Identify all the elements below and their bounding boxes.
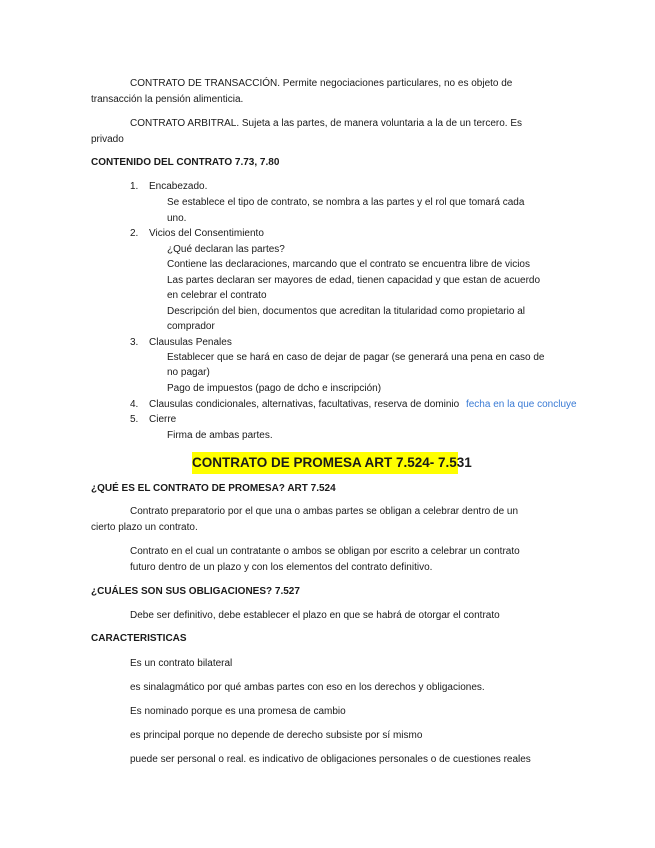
list-item-clausulas-condicionales: [149, 398, 577, 411]
caracteristica-item: Es un contrato bilateral: [130, 658, 233, 669]
list-item-cierre: Cierre: [149, 414, 177, 425]
list-detail: Descripción del bien, documentos que acreditan la titularidad como propietario al: [167, 306, 525, 317]
list-detail: uno.: [167, 213, 187, 224]
para-arbitral-line2: privado: [91, 134, 124, 145]
list-detail: en celebrar el contrato: [167, 290, 267, 301]
heading-que-es: ¿QUÉ ES EL CONTRATO DE PROMESA? ART 7.524: [91, 483, 336, 494]
para-arbitral-line1: CONTRATO ARBITRAL. Sujeta a las partes, de manera voluntaria a la de un tercero. Es: [130, 118, 523, 129]
para-transaccion-line2: transacción la pensión alimenticia.: [91, 94, 244, 105]
list-detail: Establecer que se hará en caso de dejar de pagar (se generará una pena en caso de: [167, 352, 545, 363]
para-contratante-line2: futuro dentro de un plazo y con los elementos del contrato definitivo.: [130, 562, 433, 573]
list-detail: Firma de ambas partes.: [167, 430, 273, 441]
list-item-clausulas-penales: Clausulas Penales: [149, 337, 232, 348]
list-item-text: Clausulas condicionales, alternativas, facultativas, reserva de dominio: [149, 399, 460, 410]
list-number-4: 4.: [130, 399, 139, 410]
comment-link[interactable]: fecha en la que concluye: [465, 399, 577, 410]
heading-caracteristicas: CARACTERISTICAS: [91, 633, 187, 644]
list-item-vicios: Vicios del Consentimiento: [149, 228, 264, 239]
caracteristica-item: es sinalagmático por qué ambas partes con eso en los derechos y obligaciones.: [130, 682, 485, 693]
caracteristica-item: puede ser personal o real. es indicativo de obligaciones personales o de cuestiones reales: [130, 754, 531, 765]
heading-contenido: CONTENIDO DEL CONTRATO 7.73, 7.80: [91, 157, 280, 168]
list-item-encabezado: Encabezado.: [149, 181, 208, 192]
list-number-1: 1.: [130, 181, 139, 192]
para-definitivo: Debe ser definitivo, debe establecer el plazo en que se habrá de otorgar el contrato: [130, 610, 500, 621]
list-detail: comprador: [167, 321, 215, 332]
list-detail: ¿Qué declaran las partes?: [167, 244, 285, 255]
section-title-promesa: CONTRATO DE PROMESA ART 7.524- 7.531: [192, 455, 472, 470]
list-detail: Pago de impuestos (pago de dcho e inscripción): [167, 383, 382, 394]
para-preparatorio-line1: Contrato preparatorio por el que una o ambas partes se obligan a celebrar dentro de un: [130, 506, 519, 517]
heading-obligaciones: ¿CUÁLES SON SUS OBLIGACIONES? 7.527: [91, 586, 300, 597]
list-detail: Se establece el tipo de contrato, se nombra a las partes y el rol que tomará cada: [167, 197, 525, 208]
list-number-3: 3.: [130, 337, 139, 348]
list-detail: Las partes declaran ser mayores de edad, tienen capacidad y que estan de acuerdo: [167, 275, 541, 286]
caracteristica-item: Es nominado porque es una promesa de cambio: [130, 706, 346, 717]
para-contratante-line1: Contrato en el cual un contratante o ambos se obligan por escrito a celebrar un contrato: [130, 546, 520, 557]
para-preparatorio-line2: cierto plazo un contrato.: [91, 522, 198, 533]
list-detail: Contiene las declaraciones, marcando que el contrato se encuentra libre de vicios: [167, 259, 530, 270]
list-number-2: 2.: [130, 228, 139, 239]
caracteristica-item: es principal porque no depende de derecho subsiste por sí mismo: [130, 730, 423, 741]
list-number-5: 5.: [130, 414, 139, 425]
para-transaccion-line1: CONTRATO DE TRANSACCIÓN. Permite negociaciones particulares, no es objeto de: [130, 78, 513, 89]
list-detail: no pagar): [167, 367, 210, 378]
